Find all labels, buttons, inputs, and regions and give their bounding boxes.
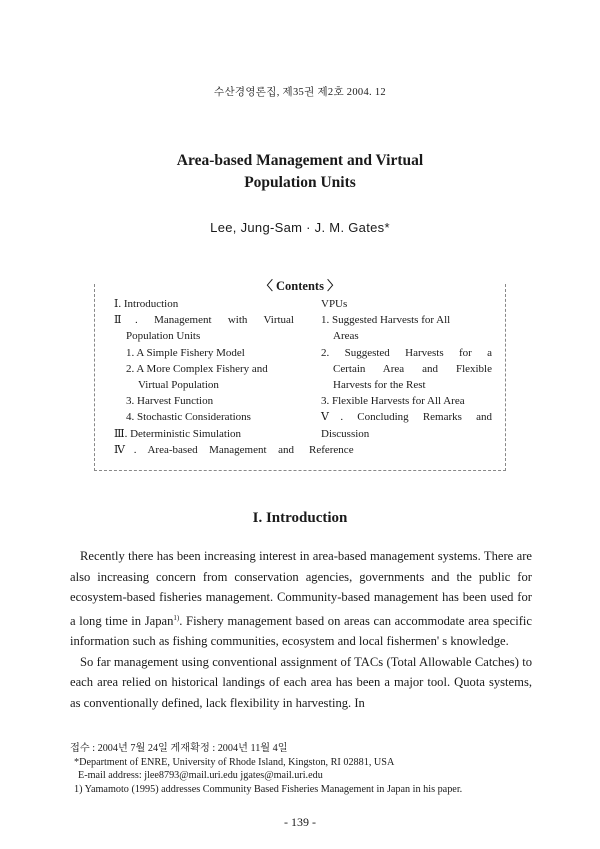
toc-item: 1. Suggested Harvests for All <box>321 314 451 327</box>
received-dates: 접수 : 2004년 7월 24일 게재확정 : 2004년 11월 4일 <box>70 743 288 754</box>
toc-item: Virtual Population <box>138 379 219 392</box>
toc-left-column <box>114 296 294 458</box>
footnote-1: 1) Yamamoto (1995) addresses Community Based Fisheries Management in Japan in his paper. <box>74 783 463 795</box>
toc-item: Certain Area and Flexible <box>333 362 492 375</box>
body-text <box>70 546 532 713</box>
toc-right-column <box>309 296 492 458</box>
toc-item: Reference <box>309 443 354 456</box>
toc-item: 2. A More Complex Fishery and <box>126 362 268 375</box>
toc-item: Ⅱ. Management with Virtual <box>114 314 294 327</box>
footnotes <box>70 742 540 796</box>
contents-heading <box>0 276 600 295</box>
footnote-ref: 1) <box>173 613 180 622</box>
toc-item: 1. A Simple Fishery Model <box>126 346 245 359</box>
authors: Lee, Jung-Sam · J. M. Gates* <box>210 220 390 235</box>
title-line-2: Population Units <box>244 174 356 191</box>
toc-item: 4. Stochastic Considerations <box>126 411 251 424</box>
toc-item: VPUs <box>321 298 348 310</box>
author-affiliation: *Department of ENRE, University of Rhode Island, Kingston, RI 02881, USA <box>74 756 395 768</box>
toc-item: 2. Suggested Harvests for a <box>321 346 492 359</box>
toc-item: Population Units <box>126 330 201 343</box>
toc-item: Ⅰ. Introduction <box>114 298 179 310</box>
paper-title <box>0 150 600 194</box>
title-line-1: Area-based Management and Virtual <box>176 152 424 169</box>
journal-header: 수산경영론집, 제35권 제2호 2004. 12 <box>214 87 386 98</box>
author-email: E-mail address: jlee8793@mail.uri.edu jgates@mail.uri.edu <box>78 770 323 781</box>
toc-item: 3. Flexible Harvests for All Area <box>321 395 465 408</box>
toc-item: Harvests for the Rest <box>333 379 426 392</box>
toc-item: Ⅴ. Concluding Remarks and <box>321 411 492 424</box>
toc-item: Areas <box>333 330 359 343</box>
page-number: - 139 - <box>284 815 316 829</box>
toc-item: 3. Harvest Function <box>126 395 214 408</box>
toc-item: Ⅳ. Area-based Management and <box>114 443 294 456</box>
section-heading: I. Introduction <box>252 510 348 526</box>
toc-item: Ⅲ. Deterministic Simulation <box>114 427 242 440</box>
paragraph: Recently there has been increasing interest in area-based management systems. There are also increasing concern from conservation agencies, governments and the public for ecosystem-based fisheries management. Community-based management has been used for a long time in Japan$^{1)}$. Fishery management based on areas can accommodate area specific information such as fishing communities, ecosystem and local fishermen' s knowledge. <box>70 549 532 649</box>
toc-item: Discussion <box>321 427 370 440</box>
contents-heading-text: 〈 Contents 〉 <box>256 279 343 293</box>
paragraph: So far management using conventional assignment of TACs (Total Allowable Catches) to each area relied on historical landings of each area has been a major tool. Quota systems, as conventionally defined, lack flexibility in harvesting. In <box>70 654 532 710</box>
